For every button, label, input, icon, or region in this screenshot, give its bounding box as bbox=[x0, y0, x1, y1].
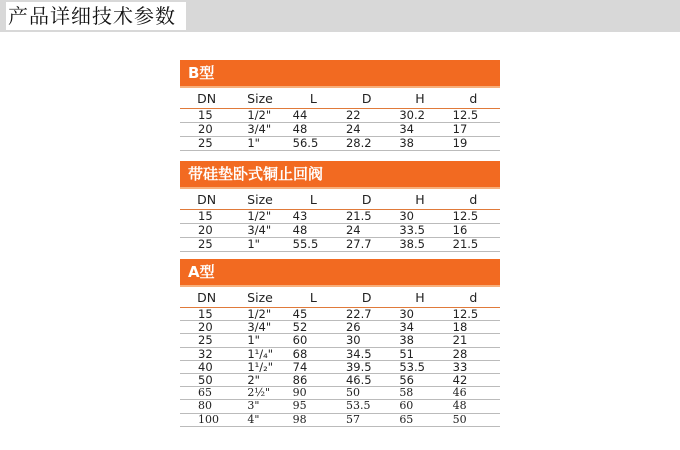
table-cell: 34 bbox=[393, 321, 446, 334]
table-cell: 56 bbox=[393, 374, 446, 387]
table-cell: 30.2 bbox=[393, 109, 446, 123]
table-cell: 20 bbox=[180, 123, 233, 137]
spec-table-silicone-check-valve bbox=[180, 161, 500, 252]
table-cell: 1/2" bbox=[233, 210, 286, 224]
table-cell: 38 bbox=[393, 137, 446, 151]
table-cell: 48 bbox=[447, 400, 500, 413]
table-cell: 90 bbox=[287, 387, 340, 400]
header-row bbox=[180, 88, 500, 109]
table-cell: 1/2" bbox=[233, 109, 286, 123]
table-row bbox=[180, 360, 500, 373]
table-cell: 55.5 bbox=[287, 238, 340, 252]
table-cell: 33 bbox=[447, 360, 500, 373]
table-row bbox=[180, 387, 500, 400]
table-cell: 1" bbox=[233, 238, 286, 252]
table-cell: 25 bbox=[180, 137, 233, 151]
table-cell: 4" bbox=[233, 413, 286, 426]
table-cell: 57 bbox=[340, 413, 393, 426]
table-cell: 30 bbox=[393, 210, 446, 224]
column-header: L bbox=[287, 88, 340, 109]
table-cell: 26 bbox=[340, 321, 393, 334]
table-cell: 12.5 bbox=[447, 109, 500, 123]
column-header: DN bbox=[180, 287, 233, 308]
table-cell: 17 bbox=[447, 123, 500, 137]
table-cell: 60 bbox=[287, 334, 340, 347]
table-cell: 2½" bbox=[233, 387, 286, 400]
column-header: H bbox=[393, 189, 446, 210]
table-cell: 44 bbox=[287, 109, 340, 123]
spec-table bbox=[180, 88, 500, 151]
table-cell: 30 bbox=[340, 334, 393, 347]
table-cell: 3" bbox=[233, 400, 286, 413]
table-cell: 32 bbox=[180, 347, 233, 360]
table-cell: 20 bbox=[180, 224, 233, 238]
table-cell: 24 bbox=[340, 224, 393, 238]
page-title: 产品详细技术参数 bbox=[6, 2, 186, 30]
table-cell: 34.5 bbox=[340, 347, 393, 360]
table-cell: 53.5 bbox=[393, 360, 446, 373]
spec-table-a-type bbox=[180, 259, 500, 427]
column-header: H bbox=[393, 287, 446, 308]
column-header: D bbox=[340, 287, 393, 308]
table-cell: 34 bbox=[393, 123, 446, 137]
table-cell: 68 bbox=[287, 347, 340, 360]
table-cell: 21.5 bbox=[340, 210, 393, 224]
column-header: Size bbox=[233, 189, 286, 210]
table-title-bar: A型 bbox=[180, 259, 500, 287]
table-cell: 38.5 bbox=[393, 238, 446, 252]
table-row bbox=[180, 308, 500, 321]
table-cell: 60 bbox=[393, 400, 446, 413]
table-cell: 80 bbox=[180, 400, 233, 413]
column-header: Size bbox=[233, 287, 286, 308]
column-header: d bbox=[447, 88, 500, 109]
table-cell: 1¹/₄" bbox=[233, 347, 286, 360]
table-cell: 15 bbox=[180, 210, 233, 224]
table-cell: 50 bbox=[340, 387, 393, 400]
table-cell: 15 bbox=[180, 308, 233, 321]
table-cell: 12.5 bbox=[447, 210, 500, 224]
table-cell: 30 bbox=[393, 308, 446, 321]
column-header: D bbox=[340, 189, 393, 210]
table-row bbox=[180, 374, 500, 387]
table-cell: 42 bbox=[447, 374, 500, 387]
table-cell: 1/2" bbox=[233, 308, 286, 321]
table-cell: 58 bbox=[393, 387, 446, 400]
table-cell: 52 bbox=[287, 321, 340, 334]
table-cell: 46 bbox=[447, 387, 500, 400]
table-cell: 33.5 bbox=[393, 224, 446, 238]
table-row bbox=[180, 109, 500, 123]
table-row bbox=[180, 413, 500, 426]
table-cell: 39.5 bbox=[340, 360, 393, 373]
table-cell: 53.5 bbox=[340, 400, 393, 413]
table-cell: 86 bbox=[287, 374, 340, 387]
table-cell: 18 bbox=[447, 321, 500, 334]
table-row bbox=[180, 347, 500, 360]
table-cell: 51 bbox=[393, 347, 446, 360]
column-header: DN bbox=[180, 189, 233, 210]
table-cell: 20 bbox=[180, 321, 233, 334]
column-header: L bbox=[287, 189, 340, 210]
table-cell: 1¹/₂" bbox=[233, 360, 286, 373]
table-cell: 21 bbox=[447, 334, 500, 347]
table-cell: 21.5 bbox=[447, 238, 500, 252]
table-cell: 56.5 bbox=[287, 137, 340, 151]
table-cell: 50 bbox=[180, 374, 233, 387]
table-row bbox=[180, 123, 500, 137]
header-row bbox=[180, 287, 500, 308]
column-header: d bbox=[447, 189, 500, 210]
table-cell: 25 bbox=[180, 238, 233, 252]
column-header: d bbox=[447, 287, 500, 308]
table-row bbox=[180, 321, 500, 334]
table-cell: 3/4" bbox=[233, 224, 286, 238]
table-cell: 95 bbox=[287, 400, 340, 413]
table-cell: 15 bbox=[180, 109, 233, 123]
table-cell: 1" bbox=[233, 137, 286, 151]
table-cell: 38 bbox=[393, 334, 446, 347]
table-cell: 43 bbox=[287, 210, 340, 224]
table-title-bar: B型 bbox=[180, 60, 500, 88]
table-cell: 74 bbox=[287, 360, 340, 373]
table-cell: 1" bbox=[233, 334, 286, 347]
table-cell: 40 bbox=[180, 360, 233, 373]
table-cell: 24 bbox=[340, 123, 393, 137]
column-header: DN bbox=[180, 88, 233, 109]
table-cell: 19 bbox=[447, 137, 500, 151]
spec-table bbox=[180, 189, 500, 252]
table-cell: 25 bbox=[180, 334, 233, 347]
table-cell: 100 bbox=[180, 413, 233, 426]
table-cell: 65 bbox=[180, 387, 233, 400]
table-cell: 98 bbox=[287, 413, 340, 426]
table-row bbox=[180, 210, 500, 224]
table-cell: 3/4" bbox=[233, 123, 286, 137]
table-cell: 46.5 bbox=[340, 374, 393, 387]
table-cell: 48 bbox=[287, 123, 340, 137]
column-header: L bbox=[287, 287, 340, 308]
table-cell: 65 bbox=[393, 413, 446, 426]
table-cell: 28.2 bbox=[340, 137, 393, 151]
table-cell: 50 bbox=[447, 413, 500, 426]
column-header: D bbox=[340, 88, 393, 109]
spec-table bbox=[180, 287, 500, 427]
column-header: Size bbox=[233, 88, 286, 109]
page-header bbox=[0, 0, 680, 32]
spec-table-b-type bbox=[180, 60, 500, 151]
table-cell: 2" bbox=[233, 374, 286, 387]
table-cell: 22.7 bbox=[340, 308, 393, 321]
table-cell: 12.5 bbox=[447, 308, 500, 321]
table-cell: 48 bbox=[287, 224, 340, 238]
table-cell: 3/4" bbox=[233, 321, 286, 334]
table-cell: 27.7 bbox=[340, 238, 393, 252]
table-cell: 28 bbox=[447, 347, 500, 360]
table-row bbox=[180, 137, 500, 151]
table-row bbox=[180, 224, 500, 238]
table-row bbox=[180, 400, 500, 413]
table-cell: 22 bbox=[340, 109, 393, 123]
table-cell: 16 bbox=[447, 224, 500, 238]
table-row bbox=[180, 238, 500, 252]
column-header: H bbox=[393, 88, 446, 109]
table-title-bar: 带硅垫卧式铜止回阀 bbox=[180, 161, 500, 189]
table-cell: 45 bbox=[287, 308, 340, 321]
table-row bbox=[180, 334, 500, 347]
header-row bbox=[180, 189, 500, 210]
